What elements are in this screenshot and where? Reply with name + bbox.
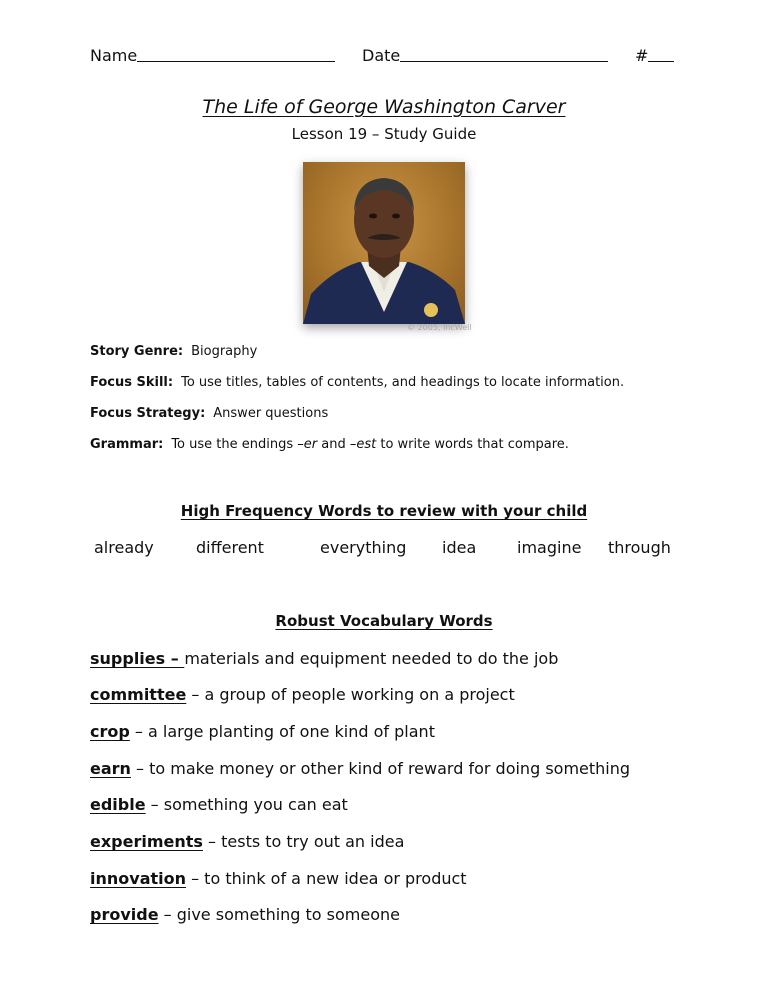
story-genre-value: Biography: [191, 344, 258, 359]
focus-skill-label: Focus Skill:: [90, 375, 174, 390]
vocab-term: innovation: [90, 869, 186, 888]
vocab-item: [90, 722, 435, 741]
grammar-er: –er: [297, 437, 318, 452]
grammar-value-2: and: [317, 437, 350, 452]
number-blank[interactable]: [648, 46, 674, 62]
vocab-item: [90, 832, 404, 851]
high-frequency-heading: High Frequency Words to review with your child: [180, 502, 588, 520]
vocab-definition: – to make money or other kind of reward for doing something: [130, 759, 631, 778]
page-subtitle: Lesson 19 – Study Guide: [291, 125, 477, 143]
focus-strategy-label: Focus Strategy:: [90, 406, 206, 421]
focus-skill-value: To use titles, tables of contents, and headings to locate information.: [181, 375, 625, 390]
vocab-term: committee: [90, 685, 187, 704]
vocab-definition: – to think of a new idea or product: [186, 869, 467, 888]
vocab-term: edible: [90, 795, 146, 814]
vocab-item: [90, 649, 558, 668]
focus-strategy: [90, 406, 328, 421]
vocab-term: crop: [90, 722, 130, 741]
name-blank[interactable]: [137, 46, 335, 62]
story-genre: [90, 344, 257, 359]
hf-word: different: [196, 538, 264, 557]
hf-word: through: [608, 538, 671, 557]
hf-word: idea: [442, 538, 477, 557]
vocab-definition: – a group of people working on a project: [186, 685, 515, 704]
vocab-item: [90, 905, 400, 924]
date-label: Date: [362, 46, 401, 65]
number-field[interactable]: [635, 46, 648, 65]
vocab-item: [90, 869, 467, 888]
header-fields: [90, 46, 675, 70]
vocabulary-heading: Robust Vocabulary Words: [275, 612, 493, 630]
vocab-item: [90, 795, 348, 814]
vocab-definition: – a large planting of one kind of plant: [129, 722, 435, 741]
vocab-term: experiments: [90, 832, 203, 851]
grammar-est: –est: [349, 437, 377, 452]
vocab-definition: – give something to someone: [158, 905, 401, 924]
portrait-caption: © 2005, IncWell: [407, 323, 472, 332]
page-title: The Life of George Washington Carver: [202, 96, 566, 118]
vocab-term: provide: [90, 905, 159, 924]
name-label: Name: [90, 46, 138, 65]
grammar-value-3: to write words that compare.: [376, 437, 569, 452]
vocab-definition: – something you can eat: [145, 795, 348, 814]
vocab-item: [90, 685, 515, 704]
vocab-term: supplies –: [90, 649, 185, 668]
vocab-definition: – tests to try out an idea: [202, 832, 405, 851]
grammar-label: Grammar:: [90, 437, 164, 452]
name-field[interactable]: [90, 46, 137, 65]
grammar: [90, 437, 569, 452]
story-genre-label: Story Genre:: [90, 344, 184, 359]
hf-word: already: [94, 538, 154, 557]
vocab-term: earn: [90, 759, 131, 778]
focus-strategy-value: Answer questions: [213, 406, 329, 421]
date-blank[interactable]: [400, 46, 608, 62]
portrait-illustration: [303, 162, 465, 324]
vocab-definition: materials and equipment needed to do the job: [184, 649, 559, 668]
hf-word: everything: [320, 538, 407, 557]
number-label: #: [635, 46, 649, 65]
portrait-image: [303, 162, 465, 324]
date-field[interactable]: [362, 46, 400, 65]
hf-word: imagine: [517, 538, 582, 557]
vocab-item: [90, 759, 630, 778]
focus-skill: [90, 375, 624, 390]
grammar-value-1: To use the endings: [171, 437, 298, 452]
